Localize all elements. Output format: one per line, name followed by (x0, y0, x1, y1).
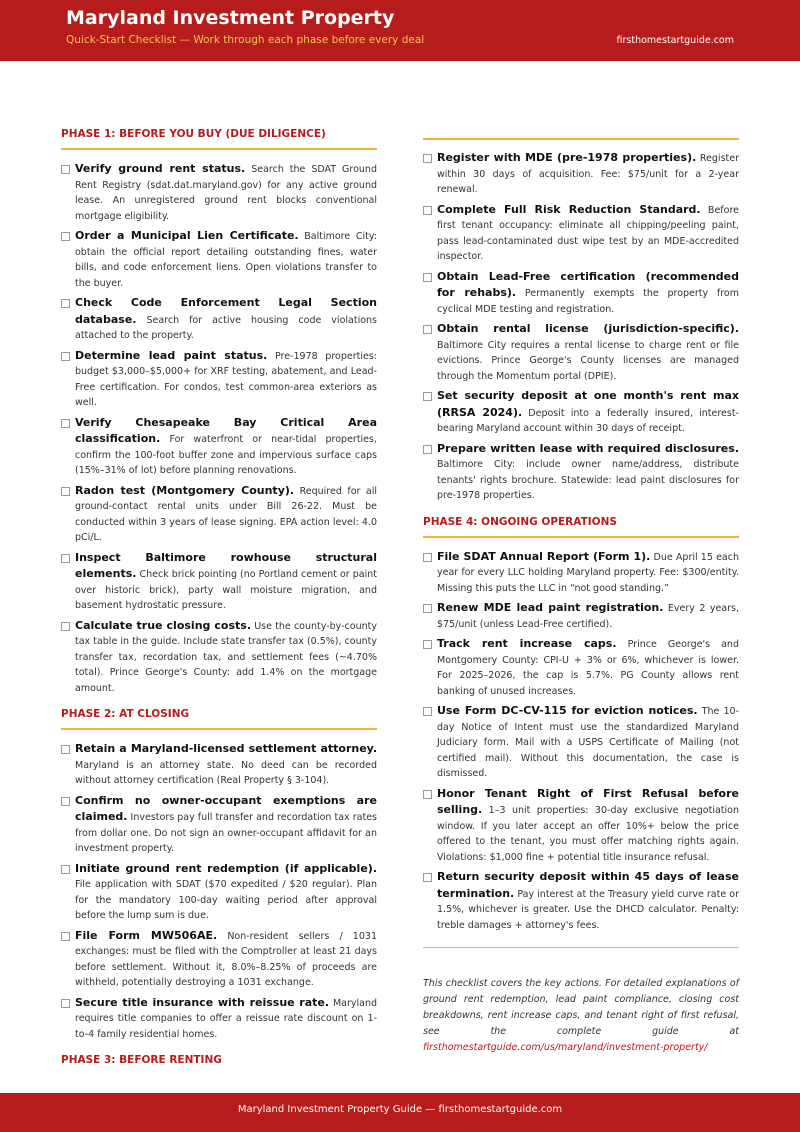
phase-2-list (61, 741, 377, 1042)
item-lead: Verify Chesapeake Bay Critical Area classification. (75, 415, 377, 445)
item-text: Permanently exempts the property from cyclical MDE testing and registration. (437, 288, 739, 315)
checklist-item (423, 600, 739, 632)
checkbox[interactable] (61, 487, 70, 496)
checklist-item (423, 388, 739, 437)
item-lead: Confirm no owner-occupant exemptions are claimed. (75, 793, 377, 823)
checklist-item (61, 928, 377, 991)
item-lead: Initiate ground rent redemption (if applicable). (75, 861, 377, 875)
phase-3-rule (423, 138, 739, 140)
item-lead: File SDAT Annual Report (Form 1). (437, 549, 651, 563)
item-text: Prince George's and Montgomery County: CPI-U + 3% or 6%, whichever is lower. For 2025–2026, the cap is 5.7%. PG County allows rent banking of unused increases. (437, 639, 739, 697)
item-text: For waterfront or near-tidal properties, confirm the 100-foot buffer zone and impervious surface caps (15%–31% of lot) before planning renovations. (75, 434, 377, 476)
item-lead: Honor Tenant Right of First Refusal before selling. (437, 786, 739, 816)
phase-4-list (423, 549, 739, 934)
checkbox[interactable] (61, 554, 70, 563)
item-lead: Verify ground rent status. (75, 162, 246, 175)
checklist-item (423, 549, 739, 597)
item-lead: Retain a Maryland-licensed settlement attorney. (75, 742, 377, 755)
checklist-item (61, 861, 377, 924)
item-text: Search for active housing code violations attached to the property. (75, 314, 377, 341)
page-header (0, 0, 800, 61)
checkbox[interactable] (423, 604, 432, 613)
checklist-item (61, 228, 377, 291)
item-text: Check brick pointing (no Portland cement or paint over historic brick), party wall moisture migration, and basement hydrostatic pressure. (75, 569, 377, 611)
item-text: Baltimore City: obtain the official report detailing outstanding fines, water bills, and code enforcement liens. Open violations transfer to the buyer. (75, 231, 377, 289)
checkbox[interactable] (61, 622, 70, 631)
item-lead: Calculate true closing costs. (75, 618, 252, 632)
right-column (423, 138, 739, 1056)
item-text: Every 2 years, $75/unit (unless Lead-Free certified). (437, 603, 739, 630)
phase-2-rule (61, 728, 377, 730)
checkbox[interactable] (423, 707, 432, 716)
checklist-item (423, 869, 739, 933)
phase-1-list (61, 161, 377, 696)
checkbox[interactable] (423, 325, 432, 334)
item-lead: Prepare written lease with required disclosures. (437, 441, 739, 455)
item-lead: File Form MW506AE. (75, 928, 218, 942)
checkbox[interactable] (61, 745, 70, 754)
checklist-item (61, 741, 377, 789)
item-lead: Order a Municipal Lien Certificate. (75, 229, 299, 242)
checkbox[interactable] (61, 299, 70, 308)
phase-4-title: PHASE 4: ONGOING OPERATIONS (423, 515, 617, 528)
item-text: Pay interest at the Treasury yield curve rate or 1.5%, whichever is greater. Use the DHCD calculator. Penalty: treble damages + attorney's fees. (437, 888, 739, 931)
checkbox[interactable] (61, 419, 70, 428)
left-column (61, 128, 377, 1074)
footer-text: Maryland Investment Property Guide — firsthomestartguide.com (237, 1104, 563, 1115)
checkbox[interactable] (61, 797, 70, 806)
page-footer (0, 1093, 800, 1132)
checklist-item (61, 550, 377, 614)
phase-1-rule (61, 148, 377, 150)
header-site-link[interactable]: firsthomestartguide.com (616, 35, 734, 46)
checkbox[interactable] (423, 154, 432, 163)
checklist-item (61, 295, 377, 344)
phase-2-title: PHASE 2: AT CLOSING (61, 708, 190, 720)
item-text: Search the SDAT Ground Rent Registry (sdat.dat.maryland.gov) for any active ground lease. An unregistered ground rent blocks conventional mortgage eligibility. (75, 164, 377, 222)
item-lead: Return security deposit within 45 days of lease termination. (437, 870, 739, 900)
item-text: Use the county-by-county tax table in the guide. Include state transfer tax (0.5%), county transfer tax, recordation tax, and settlement fees (~4.70% total). Prince George's County: add 1.4% on the mortgage amount. (75, 620, 377, 694)
closing-text: This checklist covers the key actions. For detailed explanations of ground rent redemption, lead paint compliance, closing cost breakdowns, rent increase caps, and tenant right of first refusal, see the complete guide at (423, 978, 739, 1037)
item-text: Baltimore City: include owner name/address, distribute tenants' rights brochure. Statewide: lead paint disclosures for pre-1978 properties. (437, 459, 739, 501)
item-lead: Check Code Enforcement Legal Section database. (75, 296, 377, 326)
checklist-item (61, 995, 377, 1043)
closing-note (423, 976, 739, 1056)
item-lead: Inspect Baltimore rowhouse structural elements. (75, 550, 377, 580)
checklist-item (61, 348, 377, 411)
checklist-item (423, 441, 739, 504)
item-text: Due April 15 each year for every LLC holding Maryland property. Fee: $300/entity. Missing this puts the LLC in “not good standing.” (437, 551, 739, 594)
item-text: 1–3 unit properties: 30-day exclusive negotiation window. If you later accept an offer 10%+ below the price offered to the tenant, you must offer matching rights again. Violations: $1,000 fine + potential title insurance refusal. (437, 805, 739, 863)
item-text: Maryland requires title companies to offer a reissue rate discount on 1-to-4 family residential homes. (75, 997, 377, 1040)
phase-1-section (61, 128, 377, 696)
item-lead: Secure title insurance with reissue rate. (75, 995, 330, 1009)
checkbox[interactable] (423, 553, 432, 562)
item-lead: Complete Full Risk Reduction Standard. (437, 202, 701, 216)
checklist-item (423, 202, 739, 265)
checklist-item (61, 415, 377, 479)
checkbox[interactable] (423, 640, 432, 649)
item-text: Register within 30 days of acquisition. Fee: $75/unit for a 2-year renewal. (437, 153, 739, 195)
phase-3-title: PHASE 3: BEFORE RENTING (61, 1054, 222, 1066)
item-lead: Set security deposit at one month's rent max (RRSA 2024). (437, 389, 739, 419)
item-text: Pre-1978 properties: budget $3,000–$5,000+ for XRF testing, abatement, and Lead-Free certification. For condos, test common-area exteriors as well. (75, 350, 377, 408)
closing-divider (423, 947, 739, 948)
checkbox[interactable] (61, 999, 70, 1008)
item-lead: Determine lead paint status. (75, 348, 268, 362)
item-lead: Obtain Lead-Free certification (recommended for rehabs). (437, 269, 739, 299)
checklist-item (423, 703, 739, 782)
phase-1-title: PHASE 1: BEFORE YOU BUY (DUE DILIGENCE) (61, 128, 326, 140)
page-title: Maryland Investment Property (66, 7, 395, 29)
item-text: Investors pay full transfer and recordation tax rates from dollar one. Do not sign an owner-occupant affidavit for an investment property. (75, 812, 377, 854)
checkbox[interactable] (61, 932, 70, 941)
checkbox[interactable] (423, 445, 432, 454)
item-lead: Register with MDE (pre-1978 properties). (437, 151, 697, 164)
item-text: Required for all ground-contact rental units under Bill 26-22. Must be conducted within 3 years of lease signing. EPA action level: 4.0 pCi/L. (75, 485, 377, 543)
checklist-item (423, 321, 739, 384)
item-text: Deposit into a federally insured, interest-bearing Maryland account within 30 days of receipt. (437, 407, 739, 434)
page-subtitle: Quick-Start Checklist — Work through each phase before every deal (66, 34, 425, 46)
item-text: Before first tenant occupancy: eliminate all chipping/peeling paint, pass lead-contaminated dust wipe test by an MDE-accredited inspector. (437, 204, 739, 262)
checklist-item (61, 161, 377, 224)
item-lead: Use Form DC-CV-115 for eviction notices. (437, 704, 698, 717)
checklist-item (423, 269, 739, 318)
phase-4-rule (423, 536, 739, 538)
checkbox[interactable] (423, 273, 432, 282)
item-lead: Obtain rental license (jurisdiction-specific). (437, 322, 739, 335)
checklist-item (423, 150, 739, 198)
item-lead: Track rent increase caps. (437, 637, 617, 650)
item-text: The 10-day Notice of Intent must use the standardized Maryland Judiciary form. Mail with a USPS Certificate of Mailing (not certified mail). Without this documentation, the case is dismissed. (437, 706, 739, 779)
item-lead: Renew MDE lead paint registration. (437, 601, 664, 614)
item-text: Baltimore City requires a rental license to charge rent or file evictions. Prince George's County licenses are managed through the Momentum portal (DPIE). (437, 339, 739, 382)
phase-4-section (423, 516, 739, 934)
checkbox[interactable] (423, 392, 432, 401)
checkbox[interactable] (61, 165, 70, 174)
checkbox[interactable] (423, 206, 432, 215)
checkbox[interactable] (61, 865, 70, 874)
checklist-item (423, 786, 739, 866)
item-text: File application with SDAT ($70 expedited / $20 regular). Plan for the mandatory 100-day waiting period after approval before the lump sum is due. (75, 879, 377, 921)
checkbox[interactable] (423, 790, 432, 799)
item-text: Maryland is an attorney state. No deed can be recorded without attorney certification (Real Property § 3-104). (75, 759, 377, 786)
guide-link[interactable]: firsthomestartguide.com/us/maryland/investment-property/ (423, 1042, 708, 1053)
phase-2-section (61, 708, 377, 1042)
checkbox[interactable] (61, 232, 70, 241)
checklist-item (61, 793, 377, 857)
item-text: Non-resident sellers / 1031 exchanges: must be filed with the Comptroller at least 21 days before settlement. Without it, 8.0%–8.25% of proceeds are withheld, potentially destroying a 1031 exchange. (75, 930, 377, 988)
checkbox[interactable] (61, 352, 70, 361)
checklist-item (61, 618, 377, 697)
phase-3-list (423, 150, 739, 504)
item-lead: Radon test (Montgomery County). (75, 483, 295, 497)
checklist-item (61, 483, 377, 546)
checklist-item (423, 636, 739, 699)
checkbox[interactable] (423, 873, 432, 882)
